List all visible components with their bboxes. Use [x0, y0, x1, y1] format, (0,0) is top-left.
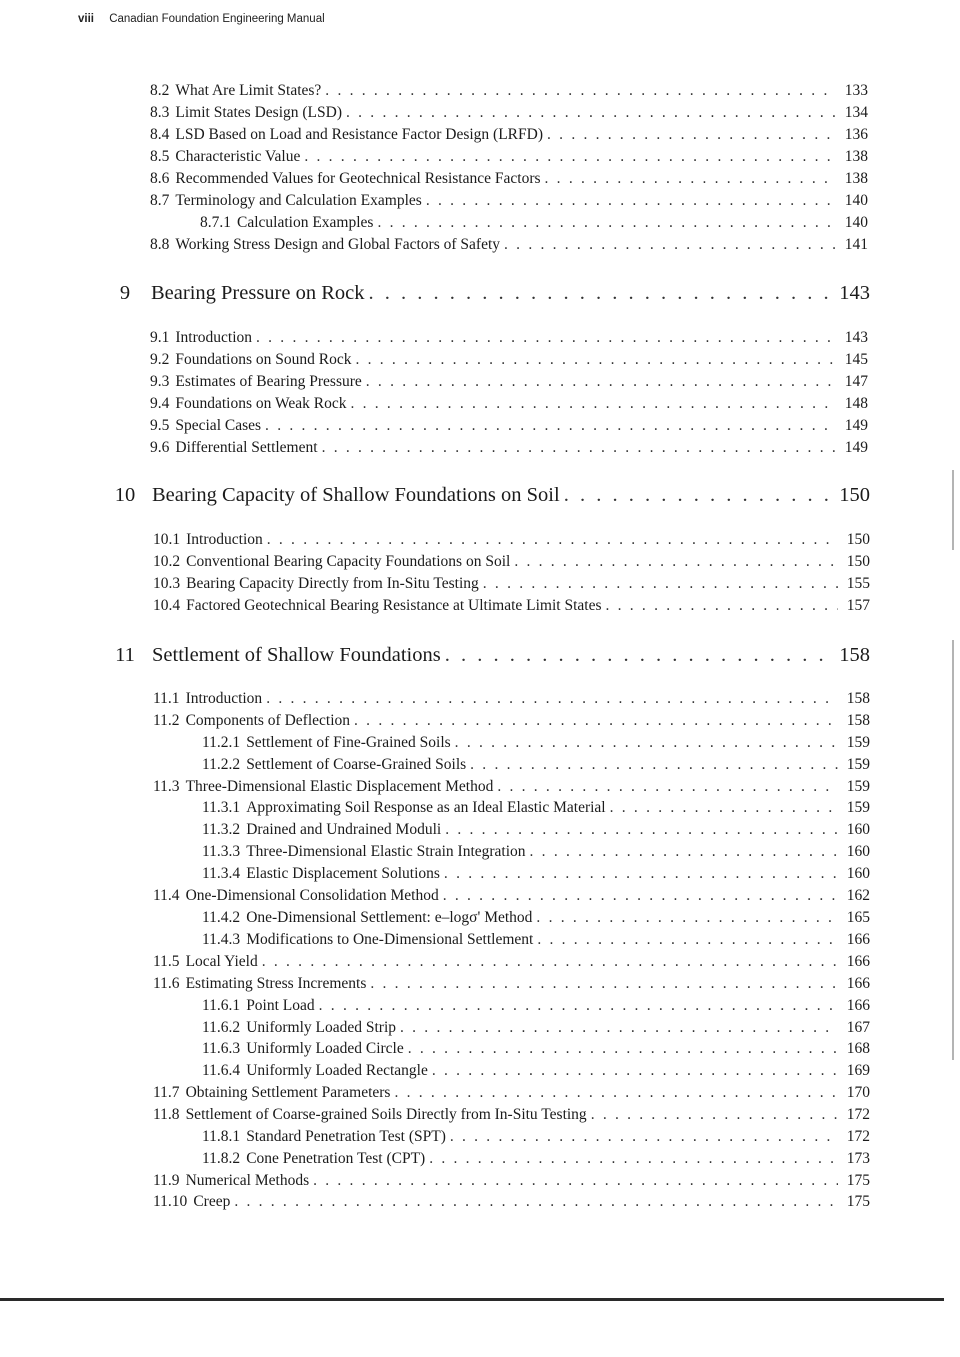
entry-number: 10.2	[153, 553, 181, 570]
entry-number: 9.4	[150, 395, 170, 412]
entry-title: Foundations on Sound Rock	[175, 351, 352, 368]
dot-leader	[234, 1191, 838, 1213]
dot-leader	[514, 551, 838, 573]
toc-entry-9-3[interactable]	[150, 371, 868, 393]
dot-leader	[443, 885, 838, 907]
entry-page: 145	[844, 351, 868, 368]
entry-page: 160	[846, 821, 870, 838]
dot-leader	[408, 1038, 838, 1060]
toc-entry-11-7[interactable]	[153, 1082, 870, 1104]
dot-leader	[445, 819, 838, 841]
toc-entry-11-6-2[interactable]	[202, 1017, 870, 1039]
entry-number: 10.3	[153, 575, 181, 592]
entry-number: 8.4	[150, 126, 170, 143]
dot-leader	[444, 863, 838, 885]
entry-page: 149	[844, 417, 868, 434]
dot-leader	[400, 1017, 838, 1039]
entry-page: 173	[846, 1150, 870, 1167]
entry-page: 168	[846, 1040, 870, 1057]
toc-entry-11-3[interactable]	[153, 776, 870, 798]
entry-number: 11.7	[153, 1084, 180, 1101]
toc-entry-11-2[interactable]	[153, 710, 870, 732]
toc-entry-9-6[interactable]	[150, 437, 868, 459]
dot-leader	[267, 529, 838, 551]
dot-leader	[537, 929, 838, 951]
entry-number: 11.5	[153, 953, 180, 970]
toc-entry-11-6-4[interactable]	[202, 1060, 870, 1082]
entry-title: Settlement of Fine-Grained Soils	[246, 734, 451, 751]
entry-number: 11.6.4	[202, 1062, 241, 1079]
entry-title: What Are Limit States?	[175, 82, 322, 99]
chapter-title: Bearing Pressure on Rock	[151, 282, 365, 304]
entry-title: Characteristic Value	[175, 148, 301, 165]
entry-title: Uniformly Loaded Circle	[246, 1040, 404, 1057]
entry-page: 140	[844, 192, 868, 209]
entry-number: 9.2	[150, 351, 170, 368]
chapter-title: Settlement of Shallow Foundations	[152, 644, 441, 666]
toc-entry-11-6-1[interactable]	[202, 995, 870, 1017]
entry-title: Uniformly Loaded Rectangle	[246, 1062, 428, 1079]
entry-page: 134	[844, 104, 868, 121]
toc-entry-10-2[interactable]	[153, 551, 870, 573]
toc-entry-9-4[interactable]	[150, 393, 868, 415]
entry-page: 159	[846, 734, 870, 751]
book-title: Canadian Foundation Engineering Manual	[109, 13, 325, 25]
toc-entry-11-9[interactable]	[153, 1170, 870, 1192]
dot-leader	[369, 278, 836, 308]
toc-entry-11-1[interactable]	[153, 688, 870, 710]
toc-entry-8-7[interactable]	[150, 190, 868, 212]
toc-entry-9-5[interactable]	[150, 415, 868, 437]
toc-entry-11-3-4[interactable]	[202, 863, 870, 885]
chapter-title: Bearing Capacity of Shallow Foundations on Soil	[152, 484, 560, 506]
toc-entry-8-3[interactable]	[150, 102, 868, 124]
dot-leader	[262, 951, 838, 973]
entry-page: 159	[846, 756, 870, 773]
entry-page: 170	[846, 1084, 870, 1101]
toc-entry-11-8-2[interactable]	[202, 1148, 870, 1170]
dot-leader	[346, 102, 836, 124]
dot-leader	[377, 212, 836, 234]
entry-page: 143	[844, 329, 868, 346]
entry-number: 9.5	[150, 417, 170, 434]
entry-number: 11.3.3	[202, 843, 241, 860]
entry-title: Cone Penetration Test (CPT)	[246, 1150, 426, 1167]
dot-leader	[350, 393, 836, 415]
toc-entry-8-7-1[interactable]	[200, 212, 868, 234]
running-header	[78, 13, 325, 25]
chapter-page: 158	[839, 644, 870, 666]
entry-title: Drained and Undrained Moduli	[246, 821, 442, 838]
entry-title: Obtaining Settlement Parameters	[185, 1084, 391, 1101]
entry-page: 150	[846, 531, 870, 548]
entry-page: 148	[844, 395, 868, 412]
entry-page: 140	[844, 214, 868, 231]
entry-page: 167	[846, 1019, 870, 1036]
entry-number: 11.2.2	[202, 756, 241, 773]
entry-title: Special Cases	[175, 417, 262, 434]
entry-title: Three-Dimensional Elastic Displacement Method	[185, 778, 494, 795]
entry-title: Creep	[193, 1193, 231, 1210]
dot-leader	[319, 995, 838, 1017]
entry-title: Recommended Values for Geotechnical Resistance Factors	[175, 170, 541, 187]
entry-number: 11.9	[153, 1172, 180, 1189]
toc-entry-11-6[interactable]	[153, 973, 870, 995]
dot-leader	[610, 797, 838, 819]
dot-leader	[450, 1126, 838, 1148]
dot-leader	[354, 710, 838, 732]
dot-leader	[426, 190, 836, 212]
entry-title: Numerical Methods	[185, 1172, 310, 1189]
chapter-number: 9	[119, 282, 131, 304]
entry-number: 11.4.2	[202, 909, 241, 926]
dot-leader	[325, 80, 836, 102]
toc-entry-11-3-2[interactable]	[202, 819, 870, 841]
entry-number: 8.5	[150, 148, 170, 165]
entry-page: 166	[846, 997, 870, 1014]
entry-number: 11.4.3	[202, 931, 241, 948]
entry-title: Introduction	[186, 531, 263, 548]
entry-page: 136	[844, 126, 868, 143]
dot-leader	[455, 732, 838, 754]
entry-page: 162	[846, 887, 870, 904]
toc-entry-11-4-2[interactable]	[202, 907, 870, 929]
entry-page: 155	[846, 575, 870, 592]
toc-entry-11-3-3[interactable]	[202, 841, 870, 863]
entry-title: Uniformly Loaded Strip	[246, 1019, 396, 1036]
entry-title: Modifications to One-Dimensional Settlement	[246, 931, 534, 948]
toc-entry-8-4[interactable]	[150, 124, 868, 146]
entry-page: 149	[844, 439, 868, 456]
entry-title: Local Yield	[185, 953, 258, 970]
toc-entry-11-8-1[interactable]	[202, 1126, 870, 1148]
entry-number: 8.7.1	[200, 214, 231, 231]
dot-leader	[265, 415, 836, 437]
entry-title: Conventional Bearing Capacity Foundations on Soil	[186, 553, 511, 570]
dot-leader	[322, 437, 836, 459]
entry-number: 11.3	[153, 778, 180, 795]
entry-title: LSD Based on Load and Resistance Factor Design (LRFD)	[175, 126, 544, 143]
dot-leader	[605, 595, 838, 617]
dot-leader	[366, 371, 836, 393]
entry-page: 150	[846, 553, 870, 570]
entry-page: 172	[846, 1128, 870, 1145]
entry-page: 175	[846, 1172, 870, 1189]
entry-number: 8.7	[150, 192, 170, 209]
toc-entry-11-6-3[interactable]	[202, 1038, 870, 1060]
entry-number: 11.1	[153, 690, 180, 707]
entry-title: Standard Penetration Test (SPT)	[246, 1128, 446, 1145]
entry-number: 11.6.3	[202, 1040, 241, 1057]
dot-leader	[304, 146, 836, 168]
entry-number: 11.8.1	[202, 1128, 241, 1145]
entry-title: Foundations on Weak Rock	[175, 395, 347, 412]
page-folio: viii	[78, 13, 94, 25]
chapter-number: 11	[115, 644, 135, 666]
dot-leader	[394, 1082, 838, 1104]
footer-rule	[0, 1298, 944, 1301]
scan-edge-mark	[952, 470, 954, 550]
dot-leader	[432, 1060, 838, 1082]
toc-entry-11-8[interactable]	[153, 1104, 870, 1126]
entry-page: 158	[846, 712, 870, 729]
entry-page: 157	[846, 597, 870, 614]
entry-number: 11.3.2	[202, 821, 241, 838]
entry-title: Terminology and Calculation Examples	[175, 192, 422, 209]
entry-title: Introduction	[175, 329, 252, 346]
entry-number: 11.3.1	[202, 799, 241, 816]
toc-entry-8-5[interactable]	[150, 146, 868, 168]
entry-page: 138	[844, 148, 868, 165]
dot-leader	[355, 349, 836, 371]
toc-entry-11-4[interactable]	[153, 885, 870, 907]
dot-leader	[470, 754, 838, 776]
toc-entry-11-4-3[interactable]	[202, 929, 870, 951]
entry-page: 169	[846, 1062, 870, 1079]
entry-page: 138	[844, 170, 868, 187]
entry-number: 11.2.1	[202, 734, 241, 751]
dot-leader	[530, 841, 838, 863]
entry-title: Limit States Design (LSD)	[175, 104, 342, 121]
toc-entry-10-3[interactable]	[153, 573, 870, 595]
entry-number: 8.2	[150, 82, 170, 99]
toc-entry-9-2[interactable]	[150, 349, 868, 371]
entry-number: 11.8	[153, 1106, 180, 1123]
entry-title: Approximating Soil Response as an Ideal Elastic Material	[246, 799, 606, 816]
entry-page: 166	[846, 931, 870, 948]
chapter-number: 10	[114, 484, 136, 506]
dot-leader	[545, 168, 836, 190]
toc-entry-11-10[interactable]	[153, 1191, 870, 1213]
entry-number: 11.4	[153, 887, 180, 904]
entry-number: 9.1	[150, 329, 170, 346]
entry-title: One-Dimensional Consolidation Method	[185, 887, 439, 904]
dot-leader	[504, 234, 836, 256]
entry-number: 8.3	[150, 104, 170, 121]
chapter-page: 143	[839, 282, 870, 304]
toc-entry-8-6[interactable]	[150, 168, 868, 190]
entry-page: 159	[846, 778, 870, 795]
toc-entry-9-1[interactable]	[150, 327, 868, 349]
dot-leader	[445, 640, 836, 670]
entry-number: 10.4	[153, 597, 181, 614]
dot-leader	[266, 688, 838, 710]
entry-title: Bearing Capacity Directly from In-Situ Testing	[186, 575, 479, 592]
toc-entry-10-1[interactable]	[153, 529, 870, 551]
toc-chapter-10[interactable]	[110, 480, 870, 510]
dot-leader	[564, 480, 836, 510]
toc-entry-10-4[interactable]	[153, 595, 870, 617]
entry-page: 166	[846, 975, 870, 992]
entry-page: 158	[846, 690, 870, 707]
entry-number: 11.10	[153, 1193, 188, 1210]
entry-title: One-Dimensional Settlement: e–logσ' Method	[246, 909, 533, 926]
entry-title: Settlement of Coarse-grained Soils Directly from In-Situ Testing	[185, 1106, 587, 1123]
entry-number: 11.6.1	[202, 997, 241, 1014]
entry-title: Estimates of Bearing Pressure	[175, 373, 362, 390]
entry-number: 11.6.2	[202, 1019, 241, 1036]
dot-leader	[591, 1104, 838, 1126]
dot-leader	[370, 973, 838, 995]
entry-title: Elastic Displacement Solutions	[246, 865, 440, 882]
entry-number: 8.6	[150, 170, 170, 187]
entry-number: 9.6	[150, 439, 170, 456]
entry-title: Working Stress Design and Global Factors of Safety	[175, 236, 501, 253]
chapter-page: 150	[839, 484, 870, 506]
entry-page: 160	[846, 865, 870, 882]
scan-edge-mark	[952, 640, 954, 1060]
entry-title: Calculation Examples	[237, 214, 374, 231]
dot-leader	[547, 124, 836, 146]
entry-number: 11.2	[153, 712, 180, 729]
entry-number: 11.6	[153, 975, 180, 992]
entry-number: 9.3	[150, 373, 170, 390]
dot-leader	[256, 327, 836, 349]
dot-leader	[313, 1170, 838, 1192]
dot-leader	[483, 573, 838, 595]
toc-entry-11-3-1[interactable]	[202, 797, 870, 819]
toc-chapter-11[interactable]	[110, 640, 870, 670]
entry-title: Settlement of Coarse-Grained Soils	[246, 756, 467, 773]
entry-number: 11.8.2	[202, 1150, 241, 1167]
entry-page: 147	[844, 373, 868, 390]
entry-page: 160	[846, 843, 870, 860]
toc-entry-11-5[interactable]	[153, 951, 870, 973]
entry-title: Introduction	[185, 690, 263, 707]
dot-leader	[536, 907, 838, 929]
entry-page: 172	[846, 1106, 870, 1123]
toc-entry-11-2-2[interactable]	[202, 754, 870, 776]
dot-leader	[429, 1148, 838, 1170]
entry-page: 165	[846, 909, 870, 926]
entry-title: Differential Settlement	[175, 439, 318, 456]
entry-title: Components of Deflection	[185, 712, 351, 729]
dot-leader	[497, 776, 838, 798]
entry-number: 10.1	[153, 531, 181, 548]
toc-entry-8-2[interactable]	[150, 80, 868, 102]
entry-number: 8.8	[150, 236, 170, 253]
toc-entry-11-2-1[interactable]	[202, 732, 870, 754]
entry-page: 175	[846, 1193, 870, 1210]
entry-page: 166	[846, 953, 870, 970]
toc-entry-8-8[interactable]	[150, 234, 868, 256]
entry-page: 133	[844, 82, 868, 99]
entry-page: 141	[844, 236, 868, 253]
toc-chapter-9[interactable]	[110, 278, 870, 308]
entry-number: 11.3.4	[202, 865, 241, 882]
entry-title: Point Load	[246, 997, 315, 1014]
entry-title: Factored Geotechnical Bearing Resistance at Ultimate Limit States	[186, 597, 602, 614]
entry-title: Three-Dimensional Elastic Strain Integration	[246, 843, 526, 860]
entry-page: 159	[846, 799, 870, 816]
entry-title: Estimating Stress Increments	[185, 975, 367, 992]
